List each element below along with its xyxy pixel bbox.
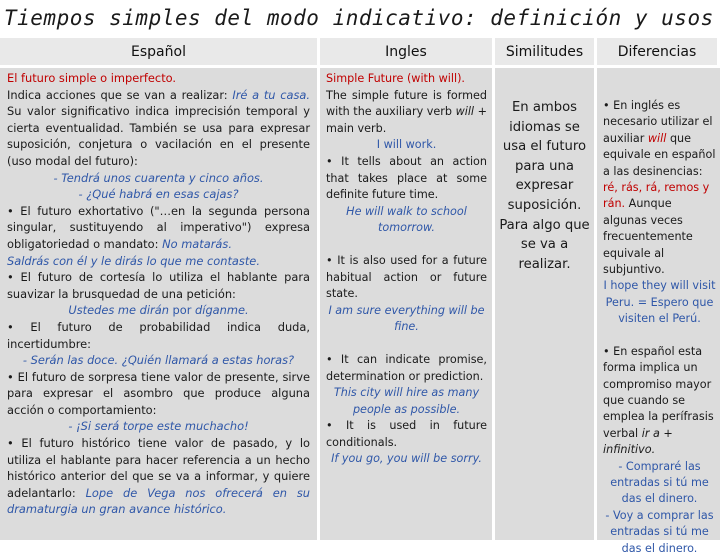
spacer	[326, 237, 487, 253]
formed-will: will	[455, 105, 475, 119]
cortesia-example-por: por	[172, 303, 192, 318]
cell-espanol	[0, 68, 320, 540]
diferencias-p1	[603, 98, 716, 278]
formed-b: + main verb.	[326, 105, 487, 135]
espanol-example-2: - ¿Qué habrá en esas cajas?	[78, 187, 239, 202]
ingles-formed	[326, 88, 487, 138]
sorpresa-example: - ¡Si será torpe este muchacho!	[68, 419, 249, 434]
ingles-conditionals: • It is used in future conditionals.	[326, 419, 487, 449]
p1-a: • En inglés es necesario utilizar el auxiliar	[603, 99, 713, 145]
p1-will: will	[647, 131, 667, 145]
probabilidad-example: - Serán las doce. ¿Quién llamará a estas horas?	[22, 353, 295, 368]
similitudes-text: En ambos idiomas se usa el futuro para una expresar suposición. Para algo que se va a realizar.	[499, 100, 590, 272]
espanol-intro	[7, 87, 310, 170]
espanol-historico	[7, 435, 310, 518]
espanol-exhortativo	[7, 203, 310, 253]
espanol-sorpresa: • El futuro de sorpresa tiene valor de presente, sirve para expresar el asombro que produce alguna acción o comportamiento:	[7, 369, 310, 417]
diferencias-p2	[603, 344, 716, 459]
diferencias-example-2: - Compraré las entradas si tú me das el dinero.	[610, 459, 709, 506]
ingles-example-3: I am sure everything will be fine.	[328, 303, 485, 334]
cell-diferencias	[597, 68, 720, 555]
intro-rest: Su valor significativo indica imprecisión temporal y cierta eventualidad. También se usa para expresar suposición, conjetura o vacilación en el presente (uso modal del futuro):	[7, 104, 310, 168]
comparison-table	[0, 38, 720, 555]
ingles-tells: • It tells about an action that takes place at some definite future time.	[326, 154, 487, 202]
espanol-example-1: - Tendrá unos cuarenta y cinco años.	[53, 170, 264, 185]
exhortativo-example-2: Saldrás con él y le dirás lo que me contaste.	[7, 253, 260, 268]
p2-ir: ir a + infinitivo.	[603, 426, 673, 457]
spacer	[326, 336, 487, 352]
ingles-habitual: • It is also used for a future habitual action or future state.	[326, 253, 487, 301]
cortesia-example	[7, 302, 310, 319]
espanol-heading: El futuro simple o imperfecto.	[7, 71, 177, 85]
cortesia-example-b: díganme.	[191, 303, 249, 318]
intro-example: Iré a tu casa.	[232, 87, 310, 102]
historico-text: • El futuro histórico tiene valor de pasado, y lo utiliza el hablante para hacer referencia a un hecho histórico anterior del que se va a informar, y quiere adelantarlo:	[7, 436, 310, 500]
ingles-heading: Simple Future (with will).	[326, 72, 465, 85]
header-ingles: Ingles	[320, 38, 495, 68]
p1-b: que equivale en español a las desinencias:	[603, 131, 716, 178]
ingles-promise: • It can indicate promise, determination or prediction.	[326, 352, 487, 383]
exhortativo-text: • El futuro exhortativo ("…en la segunda persona singular, sustituyendo al imperativo") expresa obligatoriedad o mandato:	[7, 203, 310, 251]
header-espanol: Español	[0, 38, 320, 68]
ingles-example-2: He will walk to school tomorrow.	[346, 204, 467, 235]
exhortativo-example: No matarás.	[162, 236, 232, 251]
historico-example: Lope de Vega nos ofrecerá en su dramaturgia un gran avance histórico.	[7, 485, 311, 517]
diferencias-example-1: I hope they will visit Peru. = Espero que visiten el Perú.	[603, 279, 716, 326]
slide-title: Tiempos simples del modo indicativo: definición y usos	[4, 6, 714, 30]
p1-endings: ré, rás, rá, remos y rán.	[603, 181, 710, 211]
diferencias-example-3: - Voy a comprar las entradas si tú me das el dinero.	[605, 508, 714, 555]
ingles-example-4: This city will hire as many people as possible.	[333, 386, 480, 416]
intro-text: Indica acciones que se van a realizar:	[7, 87, 233, 102]
p1-c: Aunque algunas veces frecuentemente equivale al subjuntivo.	[603, 197, 693, 277]
p2-a: • En español esta forma implica un compromiso mayor que cuando se emplea la perífrasis verbal	[603, 344, 714, 440]
cortesia-example-a: Ustedes me dirán	[68, 303, 173, 318]
espanol-probabilidad: • El futuro de probabilidad indica duda, incertidumbre:	[7, 319, 310, 351]
spacer	[603, 328, 716, 344]
espanol-cortesia: • El futuro de cortesía lo utiliza el hablante para suavizar la brusquedad de una petición:	[7, 270, 310, 301]
header-diferencias: Diferencias	[597, 38, 720, 68]
formed-a: The simple future is formed with the auxiliary verb	[326, 88, 487, 119]
cell-similitudes	[495, 68, 597, 540]
header-similitudes: Similitudes	[495, 38, 597, 68]
ingles-example-5: If you go, you will be sorry.	[331, 452, 482, 466]
cell-ingles	[320, 68, 495, 540]
ingles-example-1: I will work.	[376, 138, 437, 152]
